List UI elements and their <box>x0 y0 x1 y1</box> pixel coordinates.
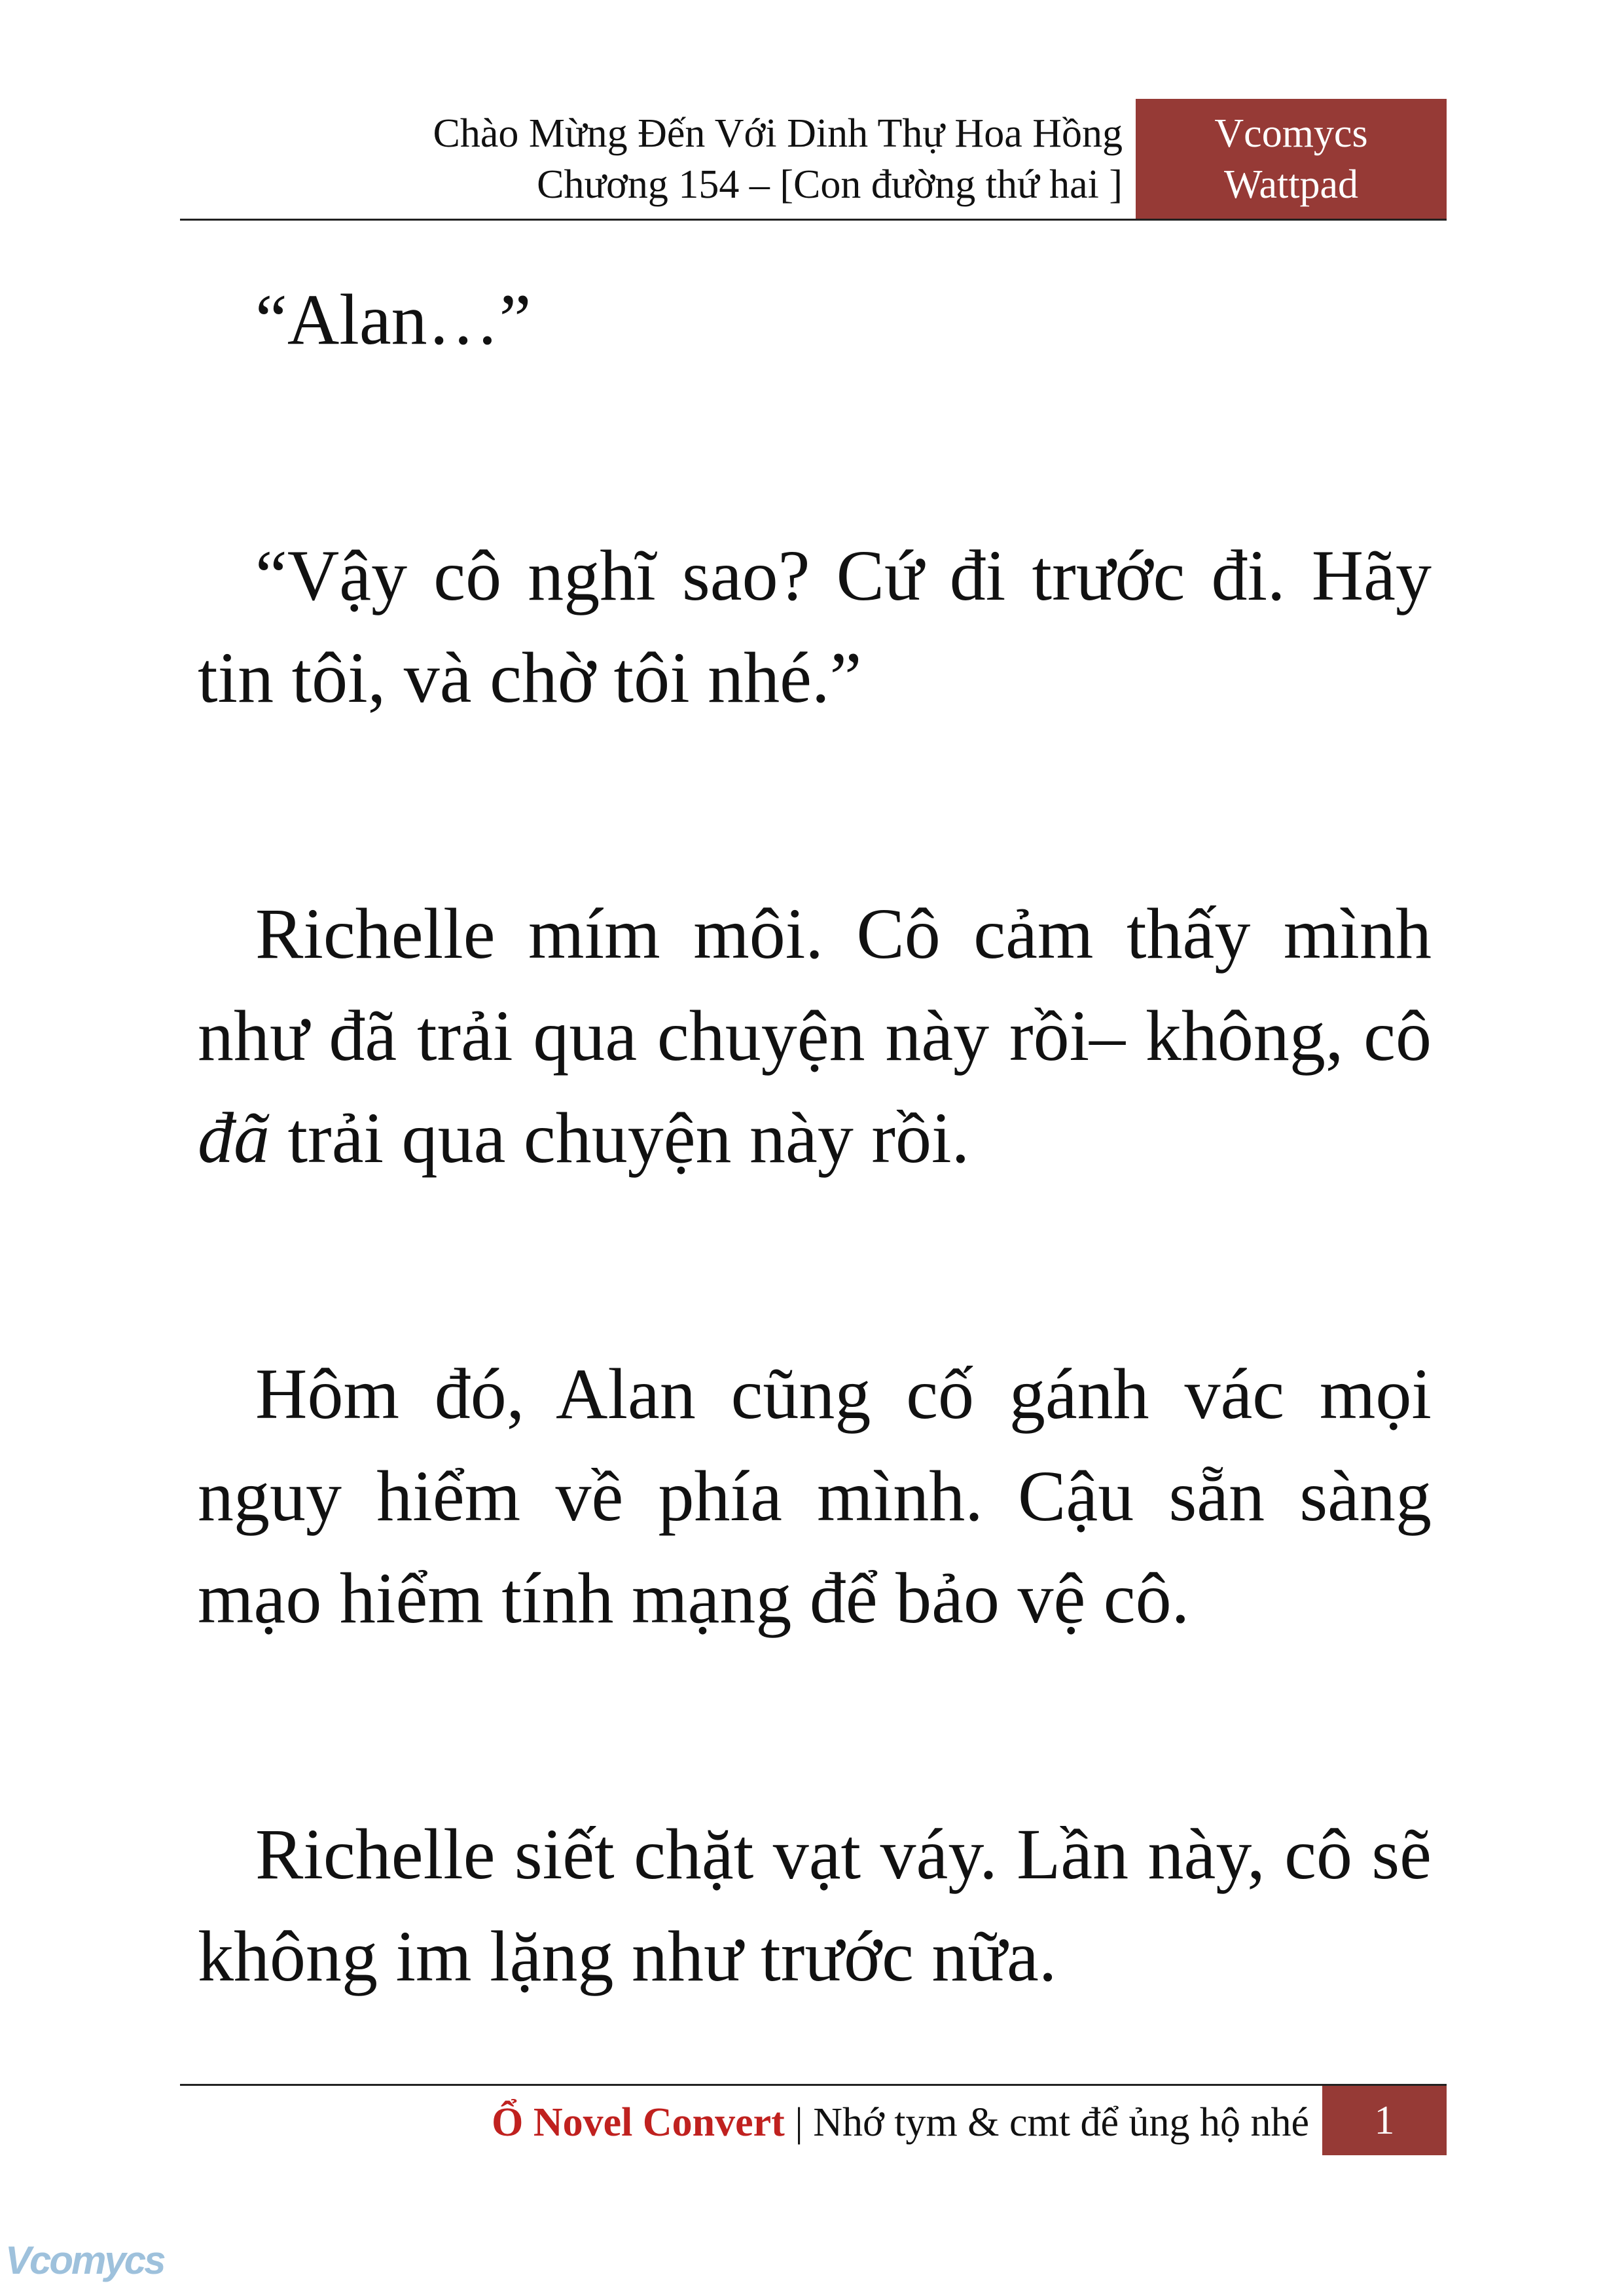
paragraph-3-text-a: Richelle mím môi. Cô cảm thấy mình như đã trải qua chuyện này rồi– không, cô <box>198 894 1432 1076</box>
paragraph-3-emphasis: đã <box>198 1098 270 1178</box>
source-badge-line2: Wattpad <box>1223 162 1359 207</box>
paragraph-3-text-b: trải qua chuyện này rồi. <box>270 1098 970 1178</box>
book-title: Chào Mừng Đến Với Dinh Thự Hoa Hồng <box>433 111 1123 156</box>
page-footer <box>180 2088 1309 2157</box>
watermark-logo: Vcomycs <box>5 2238 164 2282</box>
paragraph-2: “Vậy cô nghĩ sao? Cứ đi trước đi. Hãy tin tôi, và chờ tôi nhé.” <box>198 536 1432 718</box>
source-badge-line1: Vcomycs <box>1214 111 1368 156</box>
footer-note: Nhớ tym & cmt để ủng hộ nhé <box>813 2100 1309 2145</box>
page-header <box>180 108 1123 210</box>
footer-brand: Ổ Novel Convert <box>492 2100 785 2145</box>
footer-divider <box>180 2084 1447 2086</box>
footer-separator: | <box>784 2100 814 2145</box>
source-badge <box>1136 99 1447 220</box>
paragraph-1: “Alan…” <box>255 280 532 359</box>
chapter-title: Chương 154 – [Con đường thứ hai ] <box>537 162 1123 207</box>
page-number: 1 <box>1322 2086 1447 2155</box>
paragraph-5: Richelle siết chặt vạt váy. Lần này, cô sẽ không im lặng như trước nữa. <box>198 1814 1432 1996</box>
header-divider <box>180 219 1447 221</box>
story-text <box>198 268 1432 2007</box>
paragraph-4: Hôm đó, Alan cũng cố gánh vác mọi nguy hiểm về phía mình. Cậu sẵn sàng mạo hiểm tính mạng để bảo vệ cô. <box>198 1354 1432 1638</box>
paragraph-3 <box>198 883 1432 1189</box>
